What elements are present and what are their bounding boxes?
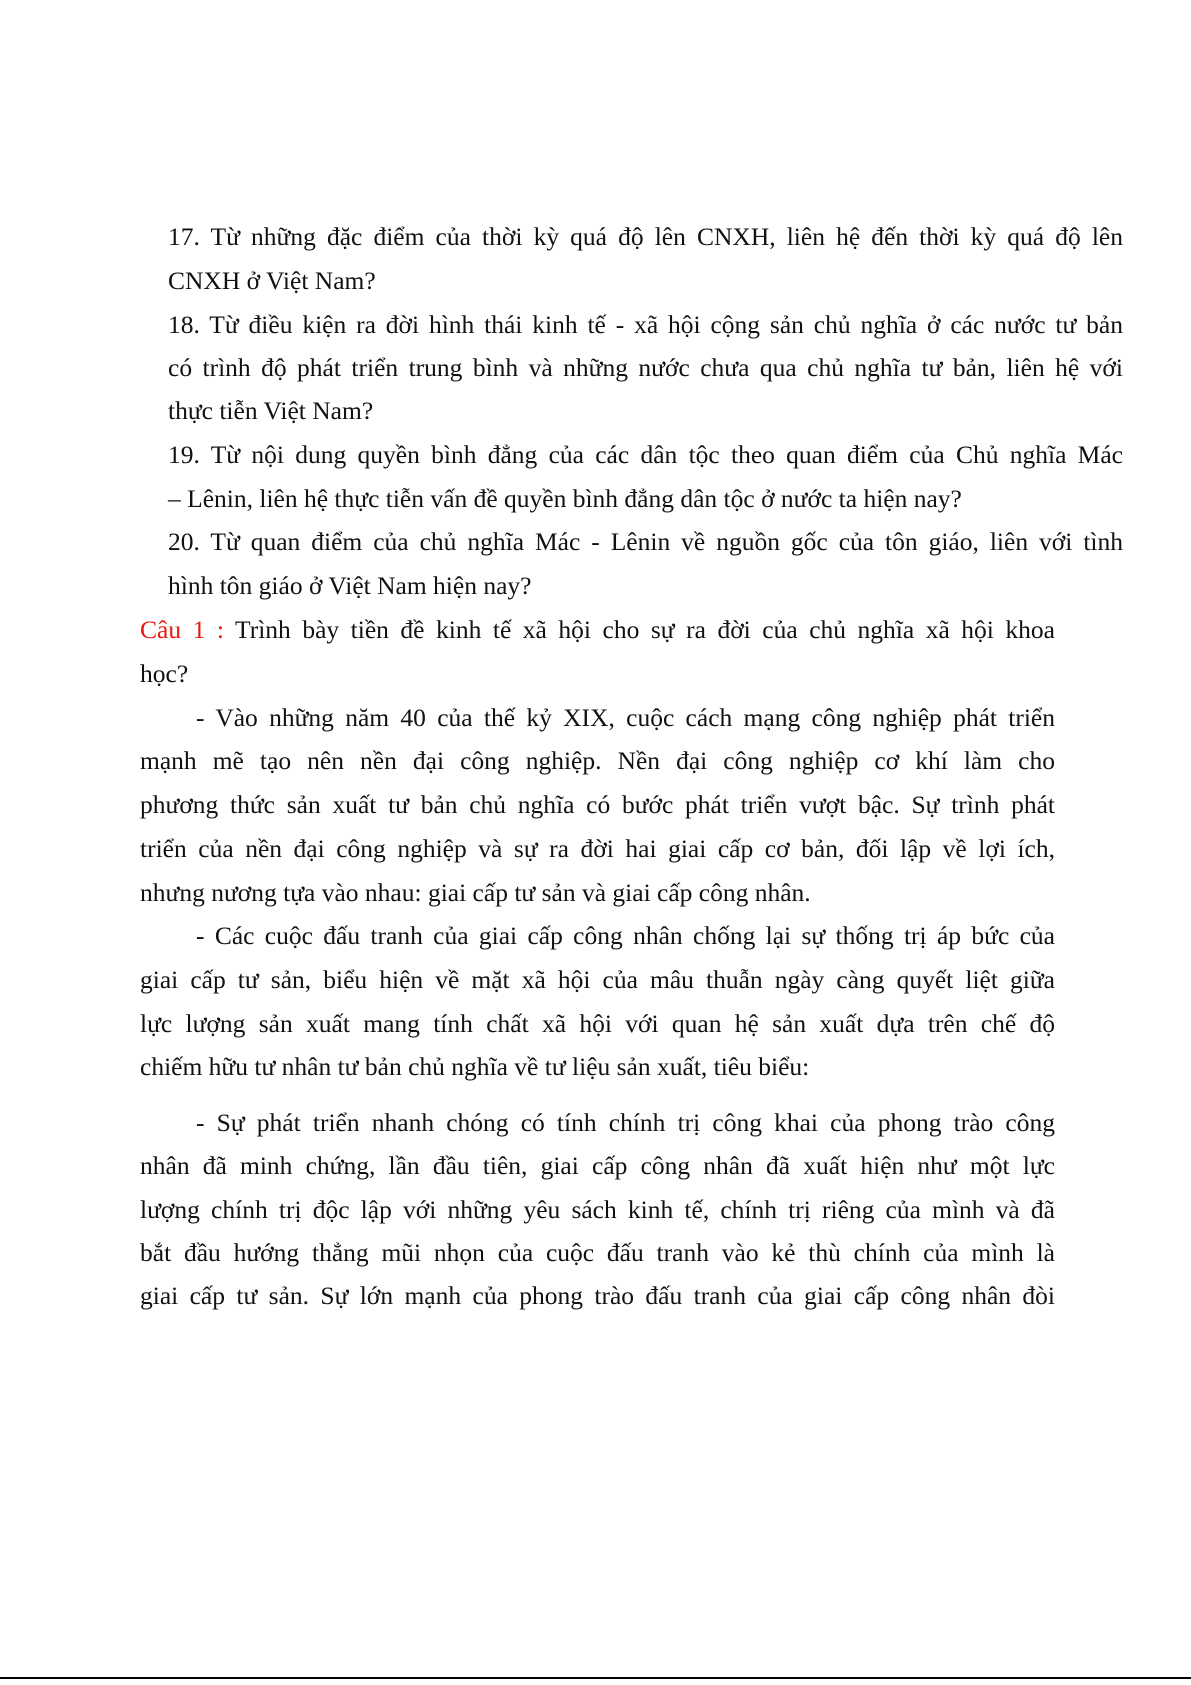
paragraph-2-line-2: giai cấp tư sản, biểu hiện về mặt xã hội của mâu thuẫn ngày càng quyết liệt giữa bbox=[140, 965, 1055, 994]
paragraph-1-line-3: phương thức sản xuất tư bản chủ nghĩa có bước phát triển vượt bậc. Sự trình phát bbox=[140, 790, 1055, 819]
paragraph-1-line-2: mạnh mẽ tạo nên nền đại công nghiệp. Nền đại công nghiệp cơ khí làm cho bbox=[140, 746, 1055, 775]
answer-question-text: Trình bày tiền đề kinh tế xã hội cho sự ra đời của chủ nghĩa xã hội khoa bbox=[223, 615, 1055, 644]
question-19-line-2: – Lênin, liên hệ thực tiễn vấn đề quyền bình đẳng dân tộc ở nước ta hiện nay? bbox=[168, 484, 962, 513]
paragraph-3-line-4: bắt đầu hướng thẳng mũi nhọn của cuộc đấu tranh vào kẻ thù chính của mình là bbox=[140, 1238, 1055, 1267]
paragraph-2-line-4: chiếm hữu tư nhân tư bản chủ nghĩa về tư liệu sản xuất, tiêu biểu: bbox=[140, 1052, 810, 1081]
paragraph-3-line-1: - Sự phát triển nhanh chóng có tính chính trị công khai của phong trào công bbox=[196, 1108, 1055, 1137]
question-17-line-1: 17. Từ những đặc điểm của thời kỳ quá độ lên CNXH, liên hệ đến thời kỳ quá độ lên bbox=[168, 222, 1123, 251]
question-18-line-3: thực tiễn Việt Nam? bbox=[168, 396, 374, 425]
paragraph-1-line-4: triển của nền đại công nghiệp và sự ra đời hai giai cấp cơ bản, đối lập về lợi ích, bbox=[140, 834, 1055, 863]
answer-question-line-1 bbox=[140, 615, 1055, 645]
question-20-line-1: 20. Từ quan điểm của chủ nghĩa Mác - Lênin về nguồn gốc của tôn giáo, liên với tình bbox=[168, 527, 1123, 556]
question-18-line-2: có trình độ phát triển trung bình và những nước chưa qua chủ nghĩa tư bản, liên hệ với bbox=[168, 353, 1123, 382]
question-18-line-1: 18. Từ điều kiện ra đời hình thái kinh tế - xã hội cộng sản chủ nghĩa ở các nước tư bản bbox=[168, 310, 1123, 339]
question-17-line-2: CNXH ở Việt Nam? bbox=[168, 266, 376, 295]
paragraph-3-line-3: lượng chính trị độc lập với những yêu sách kinh tế, chính trị riêng của mình và đã bbox=[140, 1195, 1055, 1224]
answer-label: Câu 1 : bbox=[140, 615, 224, 644]
paragraph-3-line-5: giai cấp tư sản. Sự lớn mạnh của phong trào đấu tranh của giai cấp công nhân đòi bbox=[140, 1281, 1055, 1310]
paragraph-3-line-2: nhân đã minh chứng, lần đầu tiên, giai cấp công nhân đã xuất hiện như một lực bbox=[140, 1151, 1055, 1180]
question-19-line-1: 19. Từ nội dung quyền bình đẳng của các dân tộc theo quan điểm của Chủ nghĩa Mác bbox=[168, 440, 1123, 469]
footer-rule bbox=[0, 1677, 1191, 1679]
paragraph-1-line-1: - Vào những năm 40 của thế kỷ XIX, cuộc cách mạng công nghiệp phát triển bbox=[196, 703, 1055, 732]
paragraph-2-line-1: - Các cuộc đấu tranh của giai cấp công nhân chống lại sự thống trị áp bức của bbox=[196, 921, 1055, 950]
paragraph-2-line-3: lực lượng sản xuất mang tính chất xã hội với quan hệ sản xuất dựa trên chế độ bbox=[140, 1009, 1055, 1038]
paragraph-1-line-5: nhưng nương tựa vào nhau: giai cấp tư sản và giai cấp công nhân. bbox=[140, 878, 811, 907]
question-20-line-2: hình tôn giáo ở Việt Nam hiện nay? bbox=[168, 571, 532, 600]
answer-question-line-2: học? bbox=[140, 659, 189, 688]
